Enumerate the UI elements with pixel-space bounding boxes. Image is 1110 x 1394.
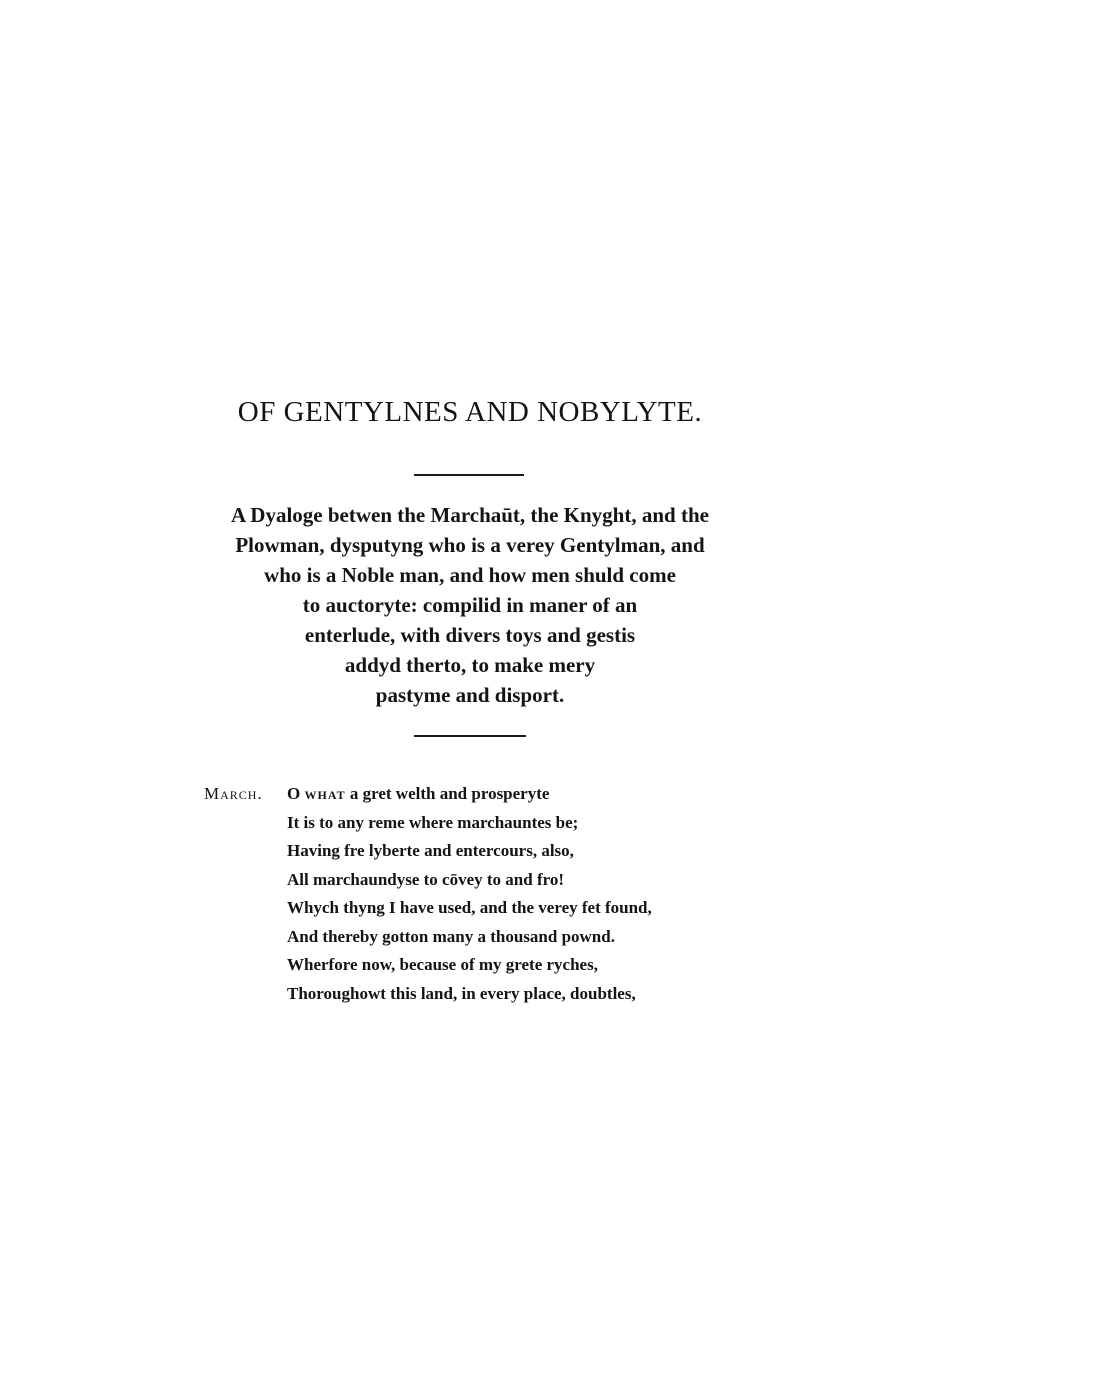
subtitle-block: [200, 500, 740, 710]
dialogue-block: [204, 780, 804, 1008]
verse-line: It is to any reme where marchauntes be;: [287, 812, 579, 832]
verse-line: Whych thyng I have used, and the verey fet found,: [287, 898, 652, 917]
subtitle-line: who is a Noble man, and how men shuld come: [264, 563, 676, 587]
top-divider-rule: [414, 474, 524, 476]
verse-line: And thereby gotton many a thousand pownd.: [287, 926, 615, 946]
verse: [287, 780, 804, 1008]
verse-line: Thoroughowt this land, in every place, doubtles,: [287, 983, 636, 1003]
verse-first-line-rest: a gret welth and prosperyte: [349, 784, 550, 803]
subtitle-line: addyd therto, to make mery: [344, 653, 596, 677]
verse-initial: O: [287, 784, 301, 803]
speaker-name: March.: [204, 784, 263, 803]
verse-line: Wherfore now, because of my grete ryches,: [287, 955, 598, 974]
subtitle-line: enterlude, with divers toys and gestis: [304, 623, 636, 647]
subtitle-line: A Dyaloge betwen the Marchaūt, the Knyght, and the: [231, 503, 709, 527]
page-title: OF GENTYLNES AND NOBYLYTE.: [237, 396, 703, 428]
subtitle-line: to auctoryte: compilid in maner of an: [302, 593, 638, 617]
bottom-divider-rule: [414, 735, 526, 737]
verse-smallcaps-word: what: [304, 784, 346, 803]
verse-line: All marchaundyse to cōvey to and fro!: [287, 869, 565, 889]
subtitle-line: pastyme and disport.: [375, 683, 565, 707]
verse-line-first: [287, 780, 804, 809]
subtitle-line: Plowman, dysputyng who is a verey Gentylman, and: [235, 533, 705, 557]
verse-line: Having fre lyberte and entercours, also,: [287, 841, 574, 860]
